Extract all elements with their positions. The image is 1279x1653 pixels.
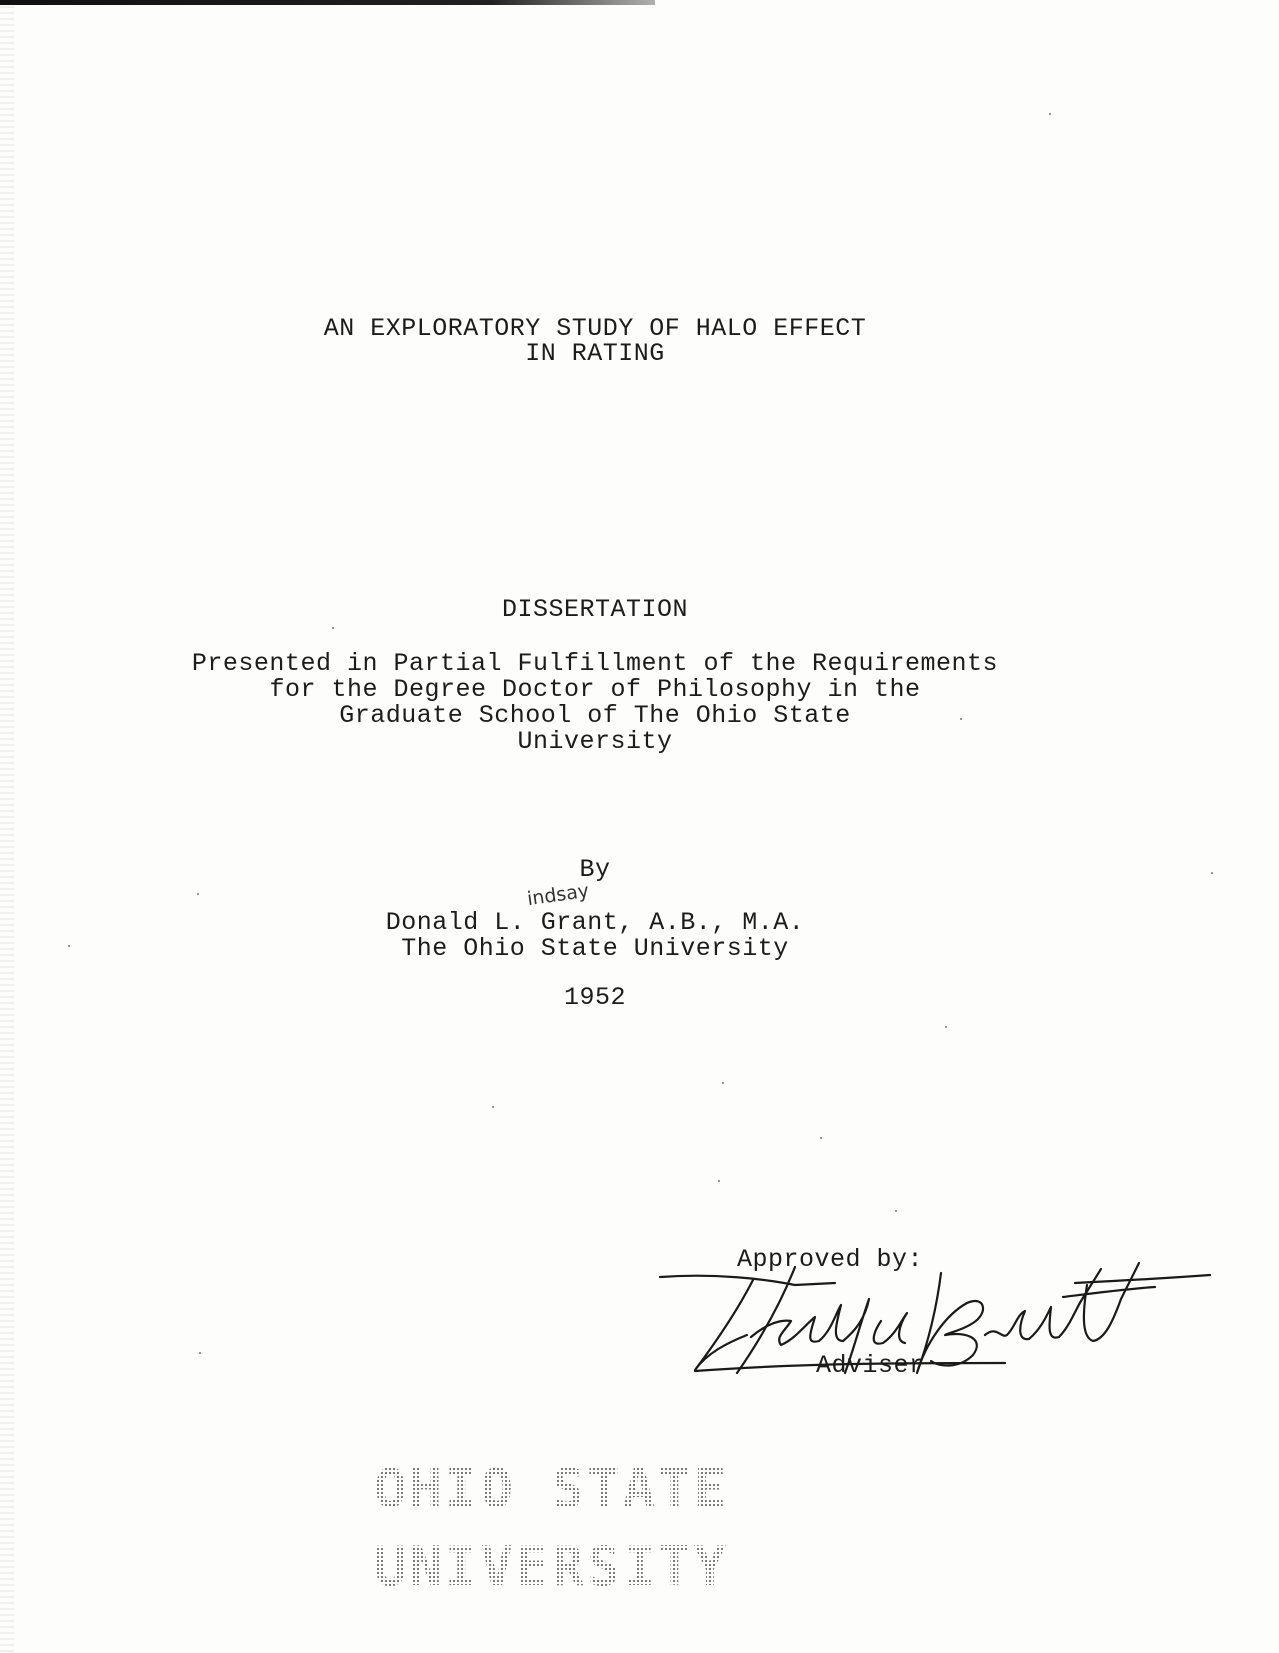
document-type: DISSERTATION (501, 595, 689, 624)
scan-speck (895, 1210, 897, 1212)
scan-speck (492, 1106, 494, 1108)
scan-speck (1049, 113, 1051, 115)
scan-left-edge (0, 0, 14, 1653)
adviser-label: Adviser (816, 1351, 925, 1380)
scan-speck (945, 1026, 947, 1028)
presented-line-3: Graduate School of The Ohio State (339, 701, 851, 730)
scan-speck (718, 1180, 720, 1182)
scan-top-edge (0, 0, 655, 5)
stamp-line-1: OHIO STATE (374, 1457, 730, 1520)
stamp-line-2: UNIVERSITY (374, 1535, 730, 1598)
scan-speck (199, 1352, 201, 1354)
scan-speck (1211, 872, 1213, 874)
year: 1952 (563, 983, 626, 1012)
scan-speck (332, 627, 334, 629)
scan-speck (960, 718, 962, 720)
scan-speck (722, 1082, 724, 1084)
author-name: Donald L. Grant, A.B., M.A. (385, 908, 805, 937)
title-line-1: AN EXPLORATORY STUDY OF HALO EFFECT (323, 314, 867, 343)
presented-line-1: Presented in Partial Fulfillment of the Requirements (191, 649, 999, 678)
approved-by-label: Approved by: (737, 1245, 924, 1274)
author-handwritten-insert: indsay (525, 879, 591, 911)
scan-speck (820, 1137, 822, 1139)
by-label: By (579, 855, 611, 884)
scan-speck (68, 945, 70, 947)
author-institution: The Ohio State University (401, 934, 789, 963)
adviser-signature (655, 1255, 1215, 1385)
scan-speck (197, 893, 199, 895)
title-line-2: IN RATING (525, 339, 665, 368)
ohio-state-university-stamp (372, 1455, 730, 1600)
presented-line-4: University (517, 727, 673, 756)
presented-line-2: for the Degree Doctor of Philosophy in the (269, 675, 921, 704)
